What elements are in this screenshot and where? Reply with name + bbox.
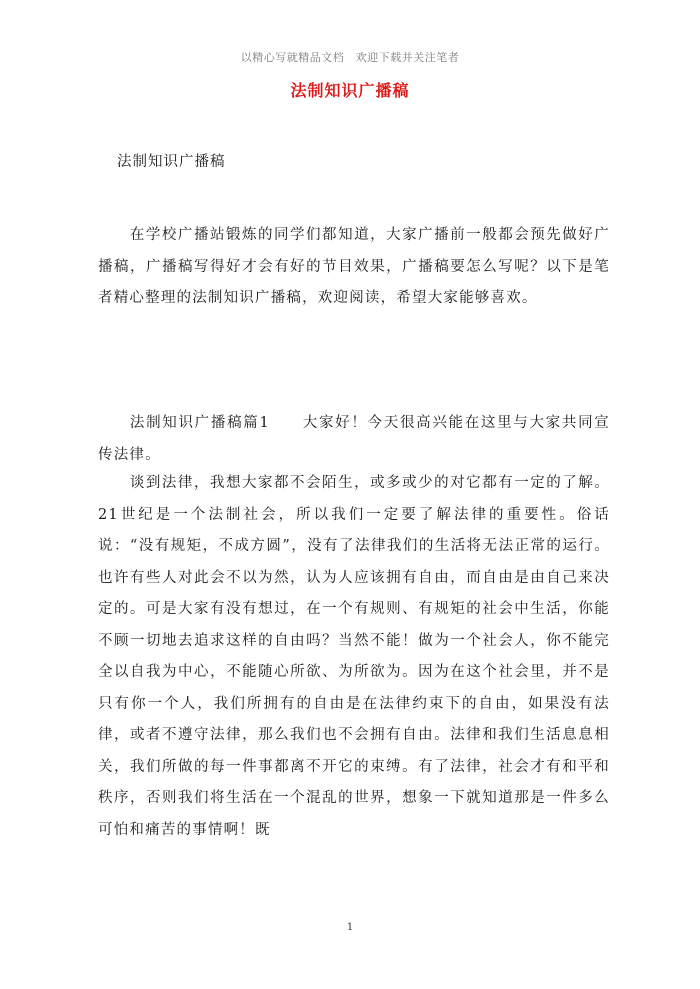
body-paragraph: 谈到法律，我想大家都不会陌生，或多或少的对它都有一定的了解。21世纪是一个法制社会，所以我们一定要了解法律的重要性。俗话说：“没有规矩，不成方圆”，没有了法律我们的生活将无法正常的运行。也许有些人对此会不以为然，认为人应该拥有自由，而自由是由自己来决定的。可是大家有没有想过，在一个有规则、有规矩的社会中生活，你能不顾一切地去追求这样的自由吗？当然不能！做为一个社会人，你不能完全以自我为中心，不能随心所欲、为所欲为。因为在这个社会里，并不是只有你一个人，我们所拥有的自由是在法律约束下的自由，如果没有法律，或者不遵守法律，那么我们也不会拥有自由。法律和我们生活息息相关，我们所做的每一件事都离不开它的束缚。有了法律，社会才有和平和秩序，否则我们将生活在一个混乱的世界，想象一下就知道那是一件多么可怕和痛苦的事情啊！既 (98, 475, 610, 838)
page-number: 1 (346, 922, 354, 933)
document-title: 法制知识广播稿 (290, 81, 410, 100)
section-heading-paragraph: 法制知识广播稿篇1 大家好！今天很高兴能在这里与大家共同宣传法律。 (98, 415, 610, 463)
intro-paragraph: 在学校广播站锻炼的同学们都知道，大家广播前一般都会预先做好广播稿，广播稿写得好才会有好的节目效果，广播稿要怎么写呢？以下是笔者精心整理的法制知识广播稿，欢迎阅读，希望大家能够喜欢。 (98, 227, 610, 306)
header-note: 以精心写就精品文档 欢迎下载并关注笔者 (240, 51, 460, 64)
document-subtitle: 法制知识广播稿 (117, 154, 226, 170)
